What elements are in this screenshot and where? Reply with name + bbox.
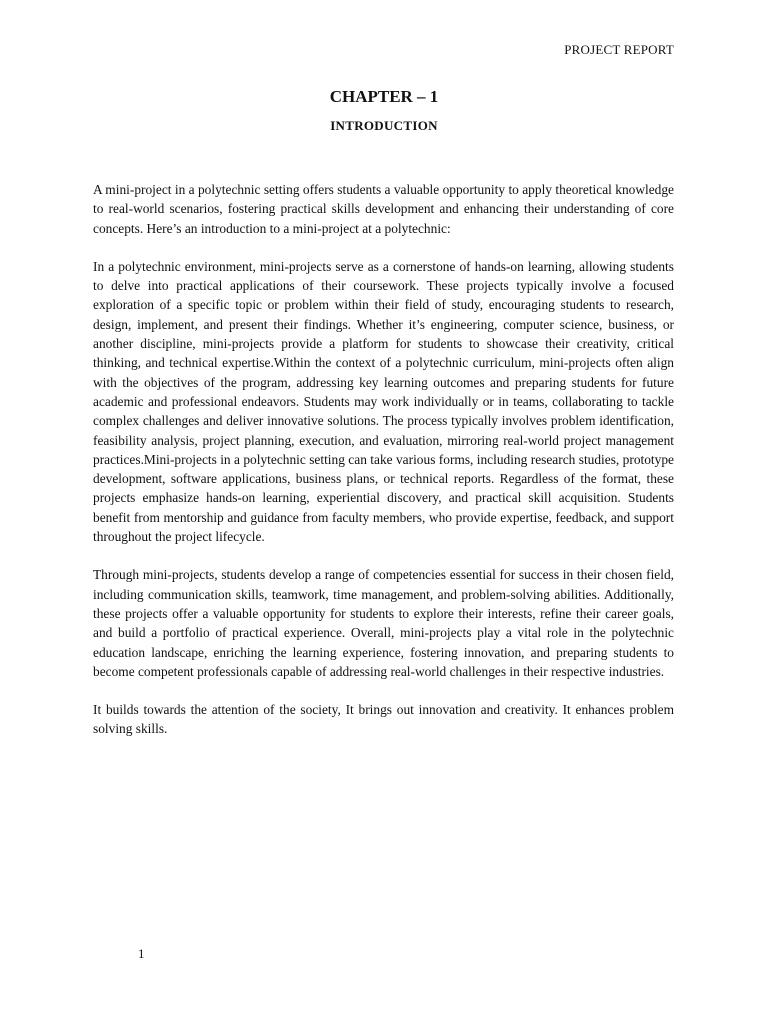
paragraph-intro: A mini-project in a polytechnic setting offers students a valuable opportunity to apply theoretical knowledge to real-world scenarios, fostering practical skills development and enhancing their understanding of core concepts. Here’s an introduction to a mini-project at a polytechnic: [93,182,674,236]
body-text [93,180,674,758]
running-header: PROJECT REPORT [564,42,674,57]
page-number: 1 [138,946,145,961]
chapter-subtitle: INTRODUCTION [330,118,438,133]
paragraph-competencies: Through mini-projects, students develop a range of competencies essential for success in their chosen field, including communication skills, teamwork, time management, and problem-solving abilities. Additionally, these projects offer a valuable opportunity for students to explore their interests, refine their career goals, and build a portfolio of practical experience. Overall, mini-projects play a vital role in the polytechnic education landscape, enriching the learning experience, fostering innovation, and preparing students to become competent professionals capable of addressing real-world challenges in their respective industries. [93,567,674,679]
paragraph-conclusion: It builds towards the attention of the society, It brings out innovation and creativity. It enhances problem solving skills. [93,702,674,737]
paragraph-environment: In a polytechnic environment, mini-projects serve as a cornerstone of hands-on learning, allowing students to delve into practical applications of their coursework. These projects typically involve a focused exploration of a specific topic or problem within their field of study, encouraging students to research, design, implement, and present their findings. Whether it’s engineering, computer science, business, or another discipline, mini-projects provide a platform for students to showcase their creativity, critical thinking, and technical expertise.Within the context of a polytechnic curriculum, mini-projects often align with the objectives of the program, addressing key learning outcomes and preparing students for future academic and professional endeavors. Students may work individually or in teams, collaborating to tackle complex challenges and deliver innovative solutions. The process typically involves problem identification, feasibility analysis, project planning, execution, and evaluation, mirroring real-world project management practices.Mini-projects in a polytechnic setting can take various forms, including research studies, prototype development, software applications, business plans, or technical reports. Regardless of the format, these projects emphasize hands-on learning, experiential discovery, and practical skill acquisition. Students benefit from mentorship and guidance from faculty members, who provide expertise, feedback, and support throughout the project lifecycle. [93,258,674,545]
chapter-title: CHAPTER – 1 [329,87,439,106]
